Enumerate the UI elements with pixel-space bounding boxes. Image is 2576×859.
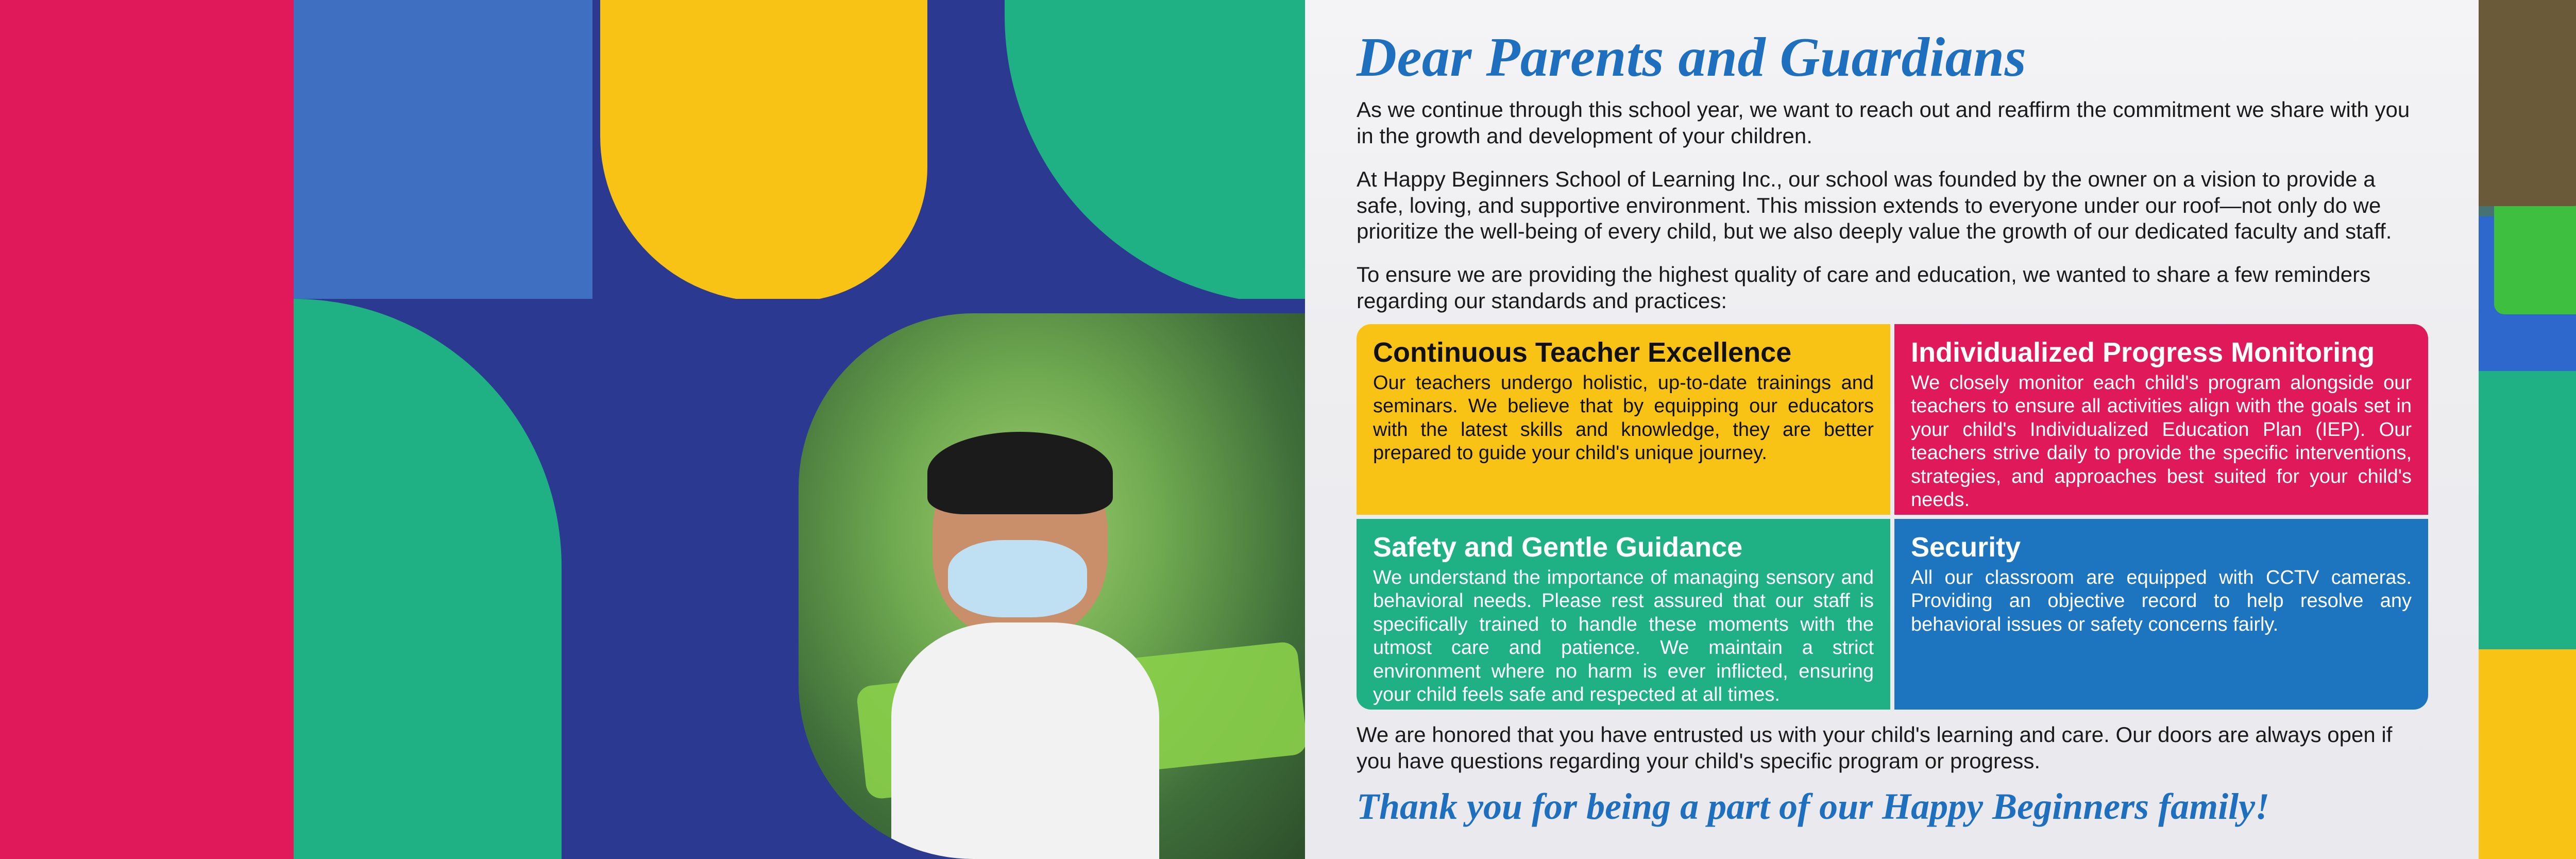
red-block <box>0 0 294 859</box>
thank-you-line: Thank you for being a part of our Happy Beginners family! <box>1357 785 2270 827</box>
letter-content <box>1357 28 2428 828</box>
intro-paragraph: As we continue through this school year, we want to reach out and reaffirm the commitment we share with you in the growth and development of your children. <box>1357 97 2410 148</box>
standard-card-teacher-excellence <box>1357 324 1890 515</box>
standard-heading: Continuous Teacher Excellence <box>1373 337 1792 368</box>
standards-grid <box>1357 324 2428 710</box>
standard-card-safety-guidance <box>1357 519 1890 710</box>
child-hair <box>927 432 1113 514</box>
teacher-figure <box>2479 0 2576 206</box>
standard-heading: Individualized Progress Monitoring <box>1911 337 2375 368</box>
green-shape-right <box>2479 371 2576 649</box>
closing-paragraph: We are honored that you have entrusted us with your child's learning and care. Our doors are always open if you have questions regarding your child's specific program or progress. <box>1357 722 2393 773</box>
standard-heading: Security <box>1911 532 2021 563</box>
standard-card-security <box>1894 519 2428 710</box>
yellow-shape-right <box>2479 649 2576 859</box>
classroom-coloring-photo <box>2479 0 2576 371</box>
letter-title: Dear Parents and Guardians <box>1357 27 2027 88</box>
standard-body: All our classroom are equipped with CCTV cameras. Providing an objective record to help resolve any behavioral issues or safety concerns fairly. <box>1911 566 2412 635</box>
standard-body: We closely monitor each child's program alongside our teachers to ensure all activities align with the goals set in your child's Individualized Education Plan (IEP). Our teachers strive daily to provide the specific interventions, strategies, and approaches best suited for your child's needs. <box>1911 372 2412 511</box>
child-mask <box>948 540 1087 617</box>
standard-body: We understand the importance of managing sensory and behavioral needs. Please rest assured that our staff is specifically trained to handle these moments with the utmost care and patience. We maintain a strict environment where no harm is ever inflicted, ensuring your child feels safe and respected at all times. <box>1373 566 1874 706</box>
standard-card-progress-monitoring <box>1894 324 2428 515</box>
green-shape <box>1005 0 1305 304</box>
child-shirt <box>891 622 1159 859</box>
blue-block <box>294 0 592 299</box>
reminders-intro-paragraph: To ensure we are providing the highest quality of care and education, we wanted to share a few reminders regarding our standards and practices: <box>1357 262 2371 313</box>
crayon-basket <box>2494 196 2576 314</box>
standard-body: Our teachers undergo holistic, up-to-date trainings and seminars. We believe that by equipping our educators with the latest skills and knowledge, they are better prepared to guide your child's unique journey. <box>1373 372 1874 464</box>
standard-heading: Safety and Gentle Guidance <box>1373 532 1743 563</box>
mission-paragraph: At Happy Beginners School of Learning Inc., our school was founded by the owner on a vision to provide a safe, loving, and supportive environment. This mission extends to everyone under our roof—not only do we prioritize the well-being of every child, but we also deeply value the growth of our dedicated faculty and staff. <box>1357 167 2392 243</box>
letter-panel <box>1305 0 2479 859</box>
smiling-child-photo <box>799 313 1305 859</box>
